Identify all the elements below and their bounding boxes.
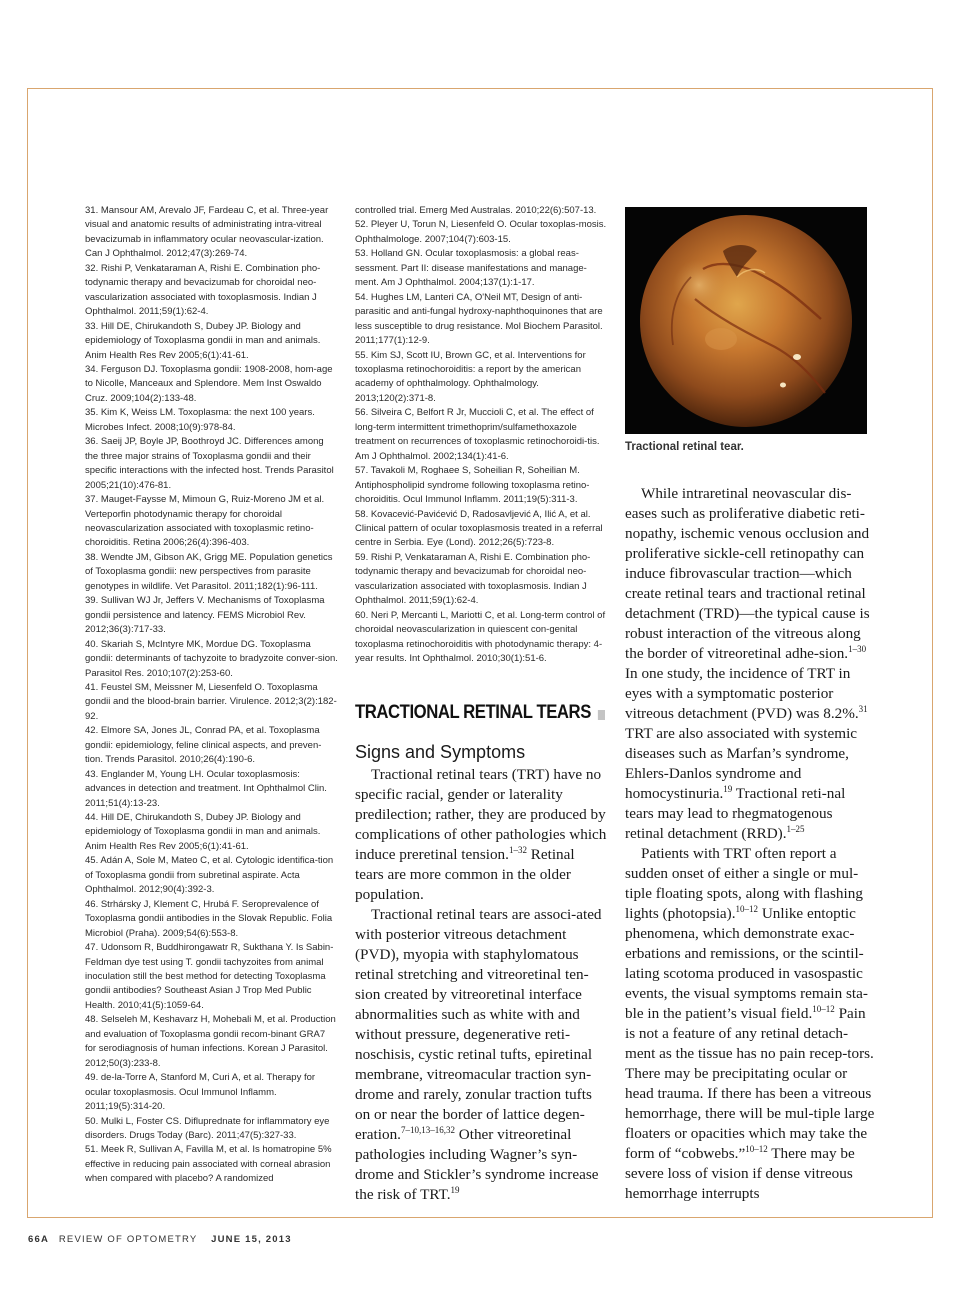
text-run: Pain is not a feature of any retinal detach-ment as the tissue has no pain recep-tors. There may be precipitating ocular or head trauma. If there has been a vitreous hemorrhage, there will be mul-tiple large floaters or opacities which may take the form of “cobwebs.”	[625, 1005, 875, 1162]
text-run: Other vitreoretinal pathologies including Wagner’s syn-drome and Stickler’s syndrome increase the risk of TRT.	[355, 1126, 599, 1203]
citation: 10–12	[745, 1143, 768, 1154]
citation: 10–12	[735, 903, 759, 914]
reference-item: 40. Skariah S, McIntyre MK, Mordue DG. Toxoplasma gondii: determinants of tachyzoite to bradyzoite conver-sion. Parasitol Res. 2010;107(2):253-60.	[85, 638, 338, 679]
figure-caption: Tractional retinal tear.	[625, 441, 744, 453]
text-run: There may be severe loss of vision if dense vitreous hemorrhage interrupts	[625, 1145, 855, 1202]
reference-item: 48. Selseleh M, Keshavarz H, Mohebali M, et al. Production and evaluation of Toxoplasma gondii recom-binant GRA7 for serodiagnosis of human infections. Korean J Parasitol. 2012;50(3):233-8.	[85, 1014, 336, 1069]
reference-item: 46. Strhársky J, Klement C, Hrubá F. Seroprevalence of Toxoplasma gondii antibodies in the Slovak Republic. Folia Microbiol (Praha). 2009;54(6):553-8.	[85, 898, 333, 939]
text-run: Tractional reti-nal tears may lead to rhegmatogenous retinal detachment (RRD).	[625, 785, 846, 842]
journal-name: REVIEW OF OPTOMETRY	[58, 1234, 198, 1245]
reference-item: 53. Holland GN. Ocular toxoplasmosis: a global reas-sessment. Part II: disease manifestations and manage-ment. Am J Ophthalmol. 2004;137(1):1-17.	[355, 248, 587, 289]
reference-item: 47. Udonsom R, Buddhirongawatr R, Sukthana Y. Is Sabin-Feldman dye test using T. gondii tachyzoites from animal inoculation still the best method for detecting Toxoplasma gondii antibodies? Southeast Asian J Trop Med Public Health. 2010;41(5):1059-64.	[85, 942, 334, 1011]
reference-item: 57. Tavakoli M, Roghaee S, Soheilian R, Soheilian M. Antiphospholipid syndrome following toxoplasma retino-choroiditis. Ocul Immunol Inflamm. 2011;19(5):311-3.	[355, 465, 590, 506]
text-run: TRT are also associated with systemic diseases such as Marfan’s syndrome, Ehlers-Danlos syndrome and homocystinuria.	[625, 725, 858, 802]
text-run: Tractional retinal tears (TRT) have no specific racial, gender or laterality predilection; rather, they are produced by complications of other pathologies which induce preretinal tension.	[355, 766, 607, 863]
page-footer	[28, 1234, 292, 1245]
text-run: Unlike entoptic phenomena, which demonstrate exac-erbations and remissions, or the scintil-lating scotoma produced in vasospastic events, the visual symptoms remain sta-ble in the patient’s visual field.	[625, 905, 868, 1022]
reference-item: 49. de-la-Torre A, Stanford M, Curi A, et al. Therapy for ocular toxoplasmosis. Ocul Immunol Inflamm. 2011;19(5):314-20.	[85, 1072, 316, 1113]
reference-item: controlled trial. Emerg Med Australas. 2010;22(6):507-13.	[355, 205, 597, 216]
text-run: Patients with TRT often report a sudden onset of either a single or mul-tiple floating spots, along with flashing lights (photopsia).	[625, 845, 863, 922]
reference-item: 44. Hill DE, Chirukandoth S, Dubey JP. Biology and epidemiology of Toxoplasma gondii in man and animals. Anim Health Res Rev 2005;6(1):41-61.	[85, 812, 321, 852]
references-column-2	[355, 204, 607, 667]
reference-item: 54. Hughes LM, Lanteri CA, O'Neil MT, Design of anti-parasitic and anti-fungal hydroxy-naphthoquinones that are less susceptible to drug resistance. Mol Biochem Parasitol. 2011;177(1):12-9.	[355, 291, 603, 347]
citation: 1–32	[508, 844, 527, 855]
reference-item: 56. Silveira C, Belfort R Jr, Muccioli C, et al. The effect of long-term intermittent trimethoprim/sulfamethoxazole treatment on recurrences of toxoplasmic retinochoroidi-tis. Am J Ophthalmol. 2002;134(1):41-6.	[355, 407, 600, 462]
reference-item: 35. Kim K, Weiss LM. Toxoplasma: the next 100 years. Microbes Infect. 2008;10(9):978-84.	[85, 407, 315, 433]
text-run: Tractional retinal tears are associ-ated with posterior vitreous detachment (PVD), myopia with staphylomatous retinal stretching and vitreoretinal ten-sion created by vitreoretinal interface abnormalities such as white with and without pressure, degenerative reti-noschisis, cystic retinal tufts, epiretinal membrane, vitreomacular traction syn-drome and rarely, zonular traction tufts on or near the border of lattice degen-eration.	[355, 906, 602, 1143]
reference-item: 51. Meek R, Sullivan A, Favilla M, et al. Is homatropine 5% effective in reducing pain associated with corneal abrasion when compared with placebo? A randomized	[85, 1144, 332, 1185]
citation: 7–10,13–16,32	[400, 1124, 455, 1135]
reference-item: 39. Sullivan WJ Jr, Jeffers V. Mechanisms of Toxoplasma gondii persistence and latency. FEMS Microbiol Rev. 2012;36(3):717-33.	[85, 595, 325, 636]
reference-item: 59. Rishi P, Venkataraman A, Rishi E. Combination pho-todynamic therapy and bevacizumab for choroidal neo-vascularization associated with toxoplasmosis. Indian J Ophthalmol. 2011;59(1):62-4.	[355, 551, 591, 607]
citation: 31	[858, 703, 868, 714]
fundus-photo	[625, 207, 867, 434]
paragraph	[625, 844, 875, 1204]
page-number: 66A	[28, 1234, 50, 1245]
text-run: Retinal tears are more common in the older population.	[355, 846, 575, 903]
reference-item: 31. Mansour AM, Arevalo JF, Fardeau C, et al. Three-year visual and anatomic results of administrating intra-vitreal bevacizumab in inflammatory ocular neovascular-ization. Can J Ophthalmol. 2012;47(3):269-74.	[85, 205, 329, 260]
reference-item: 55. Kim SJ, Scott IU, Brown GC, et al. Interventions for toxoplasma retinochoroiditis: a report by the american academy of ophthalmology. Ophthalmology. 2013;120(2):371-8.	[355, 349, 586, 404]
reference-item: 34. Ferguson DJ. Toxoplasma gondii: 1908-2008, hom-age to Nicolle, Manceaux and Splendore. Mem Inst Oswaldo Cruz. 2009;104(2):133-48.	[85, 363, 333, 404]
paragraph	[355, 905, 607, 1205]
body-column-1	[355, 765, 607, 1205]
reference-item: 58. Kovacević-Pavićević D, Radosavljević A, Ilić A, et al. Clinical pattern of ocular toxoplasmosis treated in a referral centre in Serbia. Eye (Lond). 2012;26(5):723-8.	[355, 508, 603, 549]
citation: 1–30	[848, 643, 867, 654]
reference-item: 43. Englander M, Young LH. Ocular toxoplasmosis: advances in detection and treatment. Int Ophthalmol Clin. 2011;51(4):13-23.	[85, 768, 327, 809]
reference-item: 37. Mauget-Faysse M, Mimoun G, Ruiz-Moreno JM et al. Verteporfin photodynamic therapy for choroidal neovascularization associated with toxoplasmic retino-choroiditis. Retina 2006;26(4):396-403.	[85, 494, 325, 549]
text-run: In one study, the incidence of TRT in eyes with a symptomatic posterior vitreous detachment (PVD) was 8.2%.	[625, 665, 859, 722]
references-column-1	[85, 204, 338, 1187]
reference-item: 36. Saeij JP, Boyle JP, Boothroyd JC. Differences among the three major strains of Toxoplasma gondii and their specific interactions with the infected host. Trends Parasitol 2005;21(10):476-81.	[85, 436, 334, 491]
issue-date: JUNE 15, 2013	[211, 1234, 292, 1245]
fundus-image	[625, 207, 867, 434]
section-subtitle: Signs and Symptoms	[355, 742, 526, 762]
section-title: TRACTIONAL RETINAL TEARS	[355, 700, 598, 726]
citation: 19	[723, 783, 733, 794]
section-heading	[355, 700, 605, 728]
body-column-2	[625, 484, 875, 1204]
reference-item: 33. Hill DE, Chirukandoth S, Dubey JP. Biology and epidemiology of Toxoplasma gondii in man and animals. Anim Health Res Rev 2005;6(1):41-61.	[85, 320, 321, 361]
citation: 1–25	[786, 823, 805, 834]
reference-item: 42. Elmore SA, Jones JL, Conrad PA, et al. Toxoplasma gondii: epidemiology, feline clinical aspects, and preven-tion. Trends Parasitol. 2010;26(4):190-6.	[85, 725, 322, 766]
reference-item: 41. Feustel SM, Meissner M, Liesenfeld O. Toxoplasma gondii and the blood-brain barrier. Virulence. 2012;3(2):182-92.	[85, 681, 337, 722]
reference-item: 32. Rishi P, Venkataraman A, Rishi E. Combination pho-todynamic therapy and bevacizumab for choroidal neo-vascularization associated with toxoplasmosis. Indian J Ophthalmol. 2011;59(1):62-4.	[85, 262, 321, 318]
paragraph	[355, 765, 607, 905]
reference-item: 45. Adán A, Sole M, Mateo C, et al. Cytologic identifica-tion of Toxoplasma gondii from subretinal aspirate. Acta Ophthalmol. 2012;90(4):392-3.	[85, 855, 334, 896]
reference-item: 50. Mulki L, Foster CS. Difluprednate for inflammatory eye disorders. Drugs Today (Barc). 2011;47(5):327-33.	[85, 1115, 330, 1141]
reference-item: 52. Pleyer U, Torun N, Liesenfeld O. Ocular toxoplas-mosis. Ophthalmologe. 2007;104(7):603-15.	[355, 219, 607, 245]
citation: 19	[450, 1184, 460, 1195]
paragraph	[625, 484, 875, 844]
citation: 10–12	[812, 1003, 835, 1014]
reference-item: 38. Wendte JM, Gibson AK, Grigg ME. Population genetics of Toxoplasma gondii: new perspectives from parasite genotypes in wildlife. Vet Parasitol. 2011;182(1):96-111.	[85, 551, 333, 592]
text-run: While intraretinal neovascular dis-eases such as proliferative diabetic reti-nopathy, ischemic venous occlusion and proliferative sickle-cell retinopathy can induce fibrovascular traction—which create retinal tears and tractional retinal detachment (TRD)—the typical cause is robust interaction of the vitreous along the border of vitreoretinal adhe-sion.	[625, 485, 870, 662]
reference-item: 60. Neri P, Mercanti L, Mariotti C, et al. Long-term control of choroidal neovascularization in quiescent con-genital toxoplasma retinochoroiditis with photodynamic therapy: 4-year results. Int Ophthalmol. 2010;30(1):51-6.	[355, 609, 606, 665]
